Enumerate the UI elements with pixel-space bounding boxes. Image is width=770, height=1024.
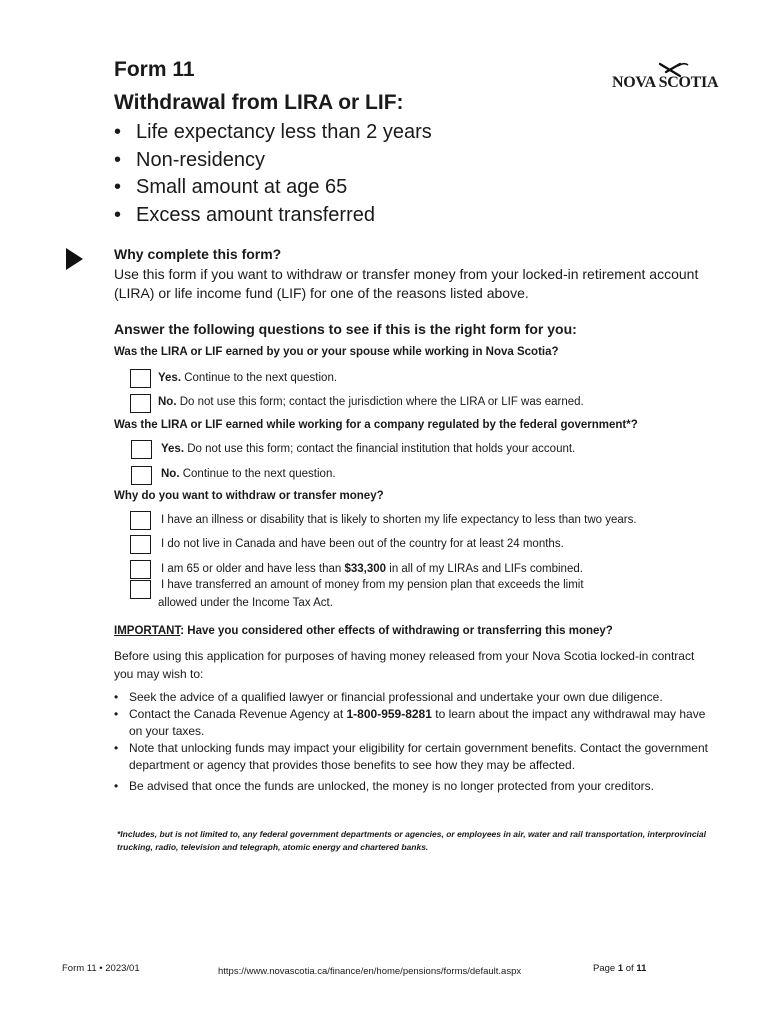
footnote: *Includes, but is not limited to, any federal government departments or agencies, or employees in air, water and rail transportation, interprovincial trucking, radio, television and telegraph, atomic energy and chartered banks. (117, 829, 707, 852)
q3-nonresidency-text: I do not live in Canada and have been out of the country for at least 24 months. (161, 538, 564, 550)
q2-yes-text: Do not use this form; contact the financial institution that holds your account. (187, 443, 576, 455)
q1-yes-checkbox[interactable] (130, 369, 151, 388)
q2-yes-checkbox[interactable] (131, 440, 152, 459)
q3-excess-checkbox[interactable] (130, 580, 151, 599)
page-number: 1 (617, 963, 624, 974)
form-number: Form 11 (114, 58, 195, 81)
advice-item: • Note that unlocking funds may impact your eligibility for certain government benefits. Contact the government department or agency that provides those benefits to see how they may be affected. (114, 740, 714, 774)
q3-illness-text: I have an illness or disability that is likely to shorten my life expectancy to less than two years. (161, 514, 637, 526)
page-total: 11 (636, 963, 647, 974)
important-question: : Have you considered other effects of withdrawing or transferring this money? (180, 625, 613, 637)
question-1: Was the LIRA or LIF earned by you or your spouse while working in Nova Scotia? (114, 346, 559, 358)
q2-no-text: Continue to the next question. (182, 468, 336, 480)
q2-no-checkbox[interactable] (131, 466, 152, 485)
q1-yes-label: Yes. (158, 372, 182, 384)
logo-text: NOVA SCOTIA (612, 74, 719, 91)
q1-no-text: Do not use this form; contact the jurisdiction where the LIRA or LIF was earned. (179, 396, 584, 408)
q3-small-amount-value: $33,300 (344, 563, 387, 575)
q3-small-amount-suffix: in all of my LIRAs and LIFs combined. (389, 563, 583, 575)
advice-item: • Seek the advice of a qualified lawyer or financial professional and undertake your own due diligence. (114, 689, 714, 706)
page-of: of (625, 963, 634, 974)
advice-item (114, 706, 714, 740)
q2-no-option (161, 468, 336, 480)
reason-item: • Life expectancy less than 2 years (114, 119, 432, 147)
q3-small-amount-checkbox[interactable] (130, 560, 151, 579)
q3-excess-text-line2: allowed under the Income Tax Act. (158, 597, 333, 609)
page-indicator (593, 963, 646, 974)
important-label: IMPORTANT (114, 625, 181, 637)
nova-scotia-logo (612, 62, 724, 94)
reason-item: • Small amount at age 65 (114, 174, 432, 202)
form-title: Withdrawal from LIRA or LIF: (114, 91, 404, 114)
reasons-list (114, 119, 432, 229)
why-text: Use this form if you want to withdraw or transfer money from your locked-in retirement account (LIRA) or life income fund (LIF) for one of the reasons listed above. (114, 266, 699, 301)
advice-cra-text: Contact the Canada Revenue Agency at (129, 707, 344, 721)
q3-excess-text-line1: I have transferred an amount of money from my pension plan that exceeds the limit (161, 579, 584, 591)
important-heading (114, 625, 613, 637)
q2-yes-option (161, 443, 575, 455)
q1-yes-option (158, 372, 337, 384)
advice-list (114, 689, 714, 795)
footer-form-date: Form 11 • 2023/01 (62, 963, 140, 974)
q2-yes-label: Yes. (161, 443, 185, 455)
reason-item: • Non-residency (114, 147, 432, 175)
arrow-icon (66, 248, 83, 270)
q2-no-label: No. (161, 468, 180, 480)
advice-item: • Be advised that once the funds are unlocked, the money is no longer protected from your creditors. (114, 778, 714, 795)
questions-heading: Answer the following questions to see if this is the right form for you: (114, 321, 577, 337)
q3-illness-checkbox[interactable] (130, 511, 151, 530)
q3-nonresidency-checkbox[interactable] (130, 535, 151, 554)
question-2: Was the LIRA or LIF earned while working for a company regulated by the federal government*? (114, 419, 638, 431)
reason-item: • Excess amount transferred (114, 202, 432, 230)
footer-url[interactable]: https://www.novascotia.ca/finance/en/home/pensions/forms/default.aspx (218, 966, 522, 977)
q1-no-label: No. (158, 396, 177, 408)
cra-phone: 1-800-959-8281 (346, 707, 432, 721)
q1-no-option (158, 396, 584, 408)
advice-cra-suffix: to learn about the impact any withdrawal may have on your taxes. (129, 707, 706, 738)
q3-small-amount-text: I am 65 or older and have less than (161, 563, 342, 575)
question-3: Why do you want to withdraw or transfer money? (114, 490, 384, 502)
q1-yes-text: Continue to the next question. (184, 372, 338, 384)
q1-no-checkbox[interactable] (130, 394, 151, 413)
q3-small-amount-option (161, 563, 583, 575)
why-title: Why complete this form? (114, 246, 282, 262)
important-intro: Before using this application for purposes of having money released from your Nova Scotia locked-in contract you may wish to: (114, 649, 695, 681)
page-prefix: Page (593, 963, 616, 974)
